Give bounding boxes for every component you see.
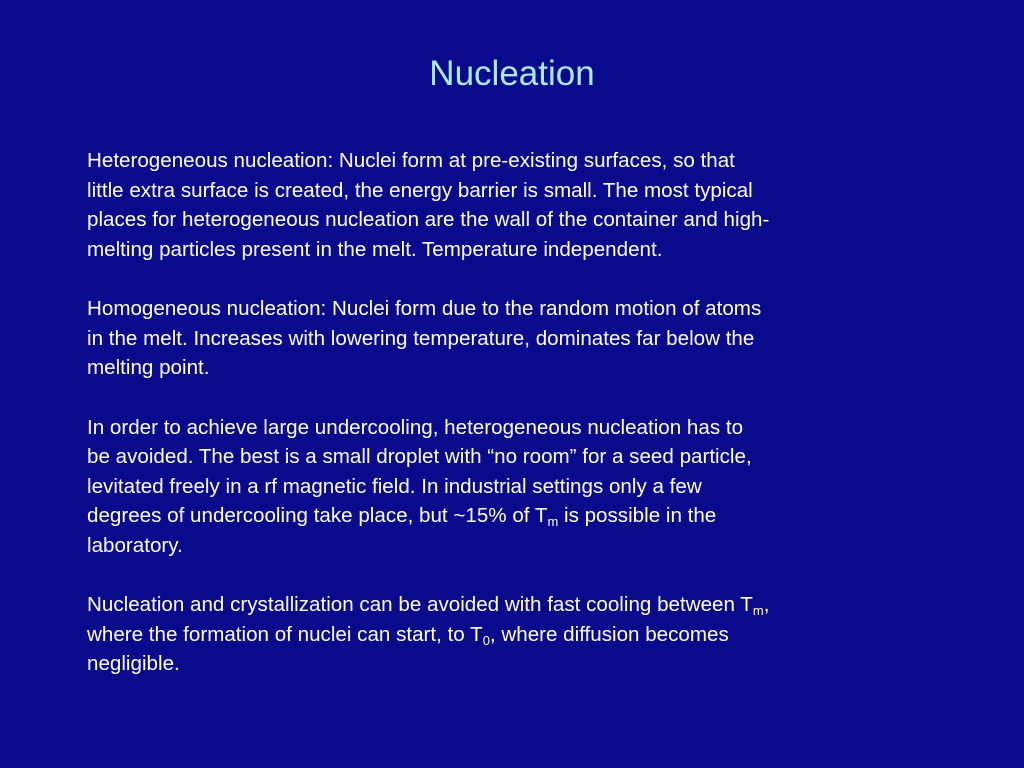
- text-line: be avoided. The best is a small droplet with “no room” for a seed particle,: [87, 445, 752, 468]
- text-line: [87, 590, 947, 620]
- text-segment: is possible in the: [558, 504, 717, 527]
- text-line: negligible.: [87, 652, 180, 675]
- text-segment: Nucleation and crystallization can be avoided with fast cooling between T: [87, 593, 753, 616]
- text-line: melting particles present in the melt. Temperature independent.: [87, 237, 663, 261]
- paragraph-avoidance: [87, 590, 947, 679]
- slide-title: Nucleation: [429, 54, 595, 93]
- text-line: [87, 501, 947, 531]
- subscript: m: [547, 514, 559, 529]
- text-segment: , where diffusion becomes: [489, 622, 729, 646]
- text-line: Homogeneous nucleation: Nuclei form due to the random motion of atoms: [87, 297, 762, 320]
- text-segment: degrees of undercooling take place, but ~15% of T: [87, 504, 548, 527]
- text-line: melting point.: [87, 356, 210, 379]
- text-line: laboratory.: [87, 533, 183, 557]
- text-line: little extra surface is created, the energy barrier is small. The most typical: [87, 178, 753, 202]
- paragraph-heterogeneous: [87, 146, 947, 264]
- paragraph-undercooling: [87, 413, 947, 561]
- subscript: m: [752, 603, 764, 618]
- text-segment: where the formation of nuclei can start, to T: [87, 622, 483, 646]
- paragraph-homogeneous: [87, 294, 947, 383]
- text-segment: ,: [763, 593, 770, 616]
- text-line: Heterogeneous nucleation: Nuclei form at pre-existing surfaces, so that: [87, 149, 735, 172]
- subscript: 0: [482, 632, 490, 648]
- text-line: levitated freely in a rf magnetic field. In industrial settings only a few: [87, 474, 702, 498]
- text-line: places for heterogeneous nucleation are the wall of the container and high-: [87, 208, 770, 231]
- text-line: [87, 620, 947, 650]
- text-line: in the melt. Increases with lowering temperature, dominates far below the: [87, 326, 755, 350]
- text-line: In order to achieve large undercooling, heterogeneous nucleation has to: [87, 415, 744, 439]
- slide-body: [87, 146, 947, 709]
